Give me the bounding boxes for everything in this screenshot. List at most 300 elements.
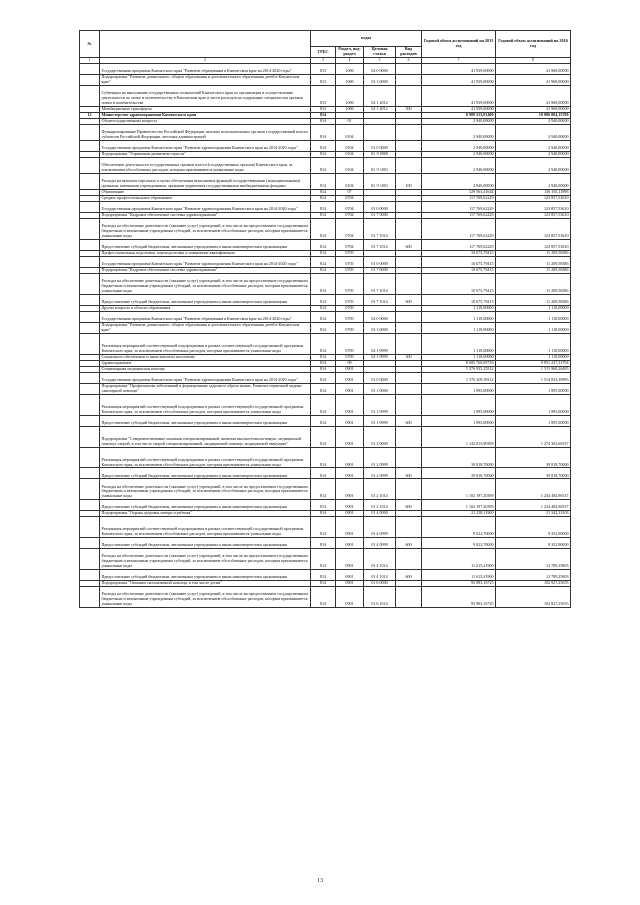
cell-target-article: 01 4 0999 [364, 538, 396, 549]
cell-expense-type: 300 [396, 354, 422, 360]
table-row [80, 158, 571, 174]
cell-amount-2015: 1 376 935,25512 [422, 366, 496, 372]
table-row [80, 334, 571, 355]
cell-grbs: 814 [311, 334, 336, 355]
cell-target-article: 01 0 0000 [364, 202, 396, 213]
cell-amount-2016: 39 818,70000 [496, 447, 571, 468]
cell-expense-type [396, 64, 422, 75]
cell-target-article: 01 Э 1001 [364, 158, 396, 174]
cell-amount-2015: 2 940,00000 [422, 125, 496, 141]
cell-grbs: 814 [311, 354, 336, 360]
cell-amount-2016: 1 234 484,96537 [496, 500, 571, 511]
cell-amount-2016: 41 968,00000 [496, 106, 571, 112]
cell-name: Предоставление субсидий бюджетным, автономным учреждениям и иным некоммерческим организациям [100, 468, 311, 479]
cell-amount-2016: 2 940,00000 [496, 158, 571, 174]
cell-name: Предоставление субсидий бюджетным, автономным учреждениям и иным некоммерческим организациям [100, 538, 311, 549]
cell-amount-2015: 2 940,00000 [422, 140, 496, 151]
cell-amount-2015: 41 939,00000 [422, 86, 496, 107]
cell-razdel: 01 [336, 118, 364, 124]
cell-grbs: 814 [311, 426, 336, 447]
column-index: 1 [80, 58, 100, 64]
cell-amount-2016: 1 995,00000 [496, 415, 571, 426]
cell-target-article: 01 1 0000 [364, 384, 396, 395]
cell-expense-type [396, 140, 422, 151]
cell-amount-2015: 1 118,00000 [422, 305, 496, 311]
cell-name: Расходы на выплаты персоналу в целях обеспечения выполнения функций государственными (муниципальными) органами, казенными учреждениями, органами управления государственными внебюджетными фондами [100, 173, 311, 189]
cell-razdel: 0104 [336, 151, 364, 157]
cell-name: Здравоохранение [100, 360, 311, 366]
cell-razdel: 0104 [336, 125, 364, 141]
cell-amount-2015: 1 118,00000 [422, 354, 496, 360]
cell-name: Стационарная медицинская помощь [100, 366, 311, 372]
cell-amount-2016: 9 851 237,33704 [496, 360, 571, 366]
cell-amount-2016: 123 857,53610 [496, 239, 571, 250]
cell-amount-2015: 10 675,79415 [422, 294, 496, 305]
cell-target-article: 01 7 0000 [364, 213, 396, 219]
table-row [80, 323, 571, 334]
cell-amount-2016: 102 927,25655 [496, 580, 571, 586]
table-row [80, 479, 571, 500]
cell-grbs: 814 [311, 173, 336, 189]
table-row [80, 426, 571, 447]
cell-name: Министерство здравоохранения Камчатского края [100, 112, 311, 118]
cell-amount-2016: 2 940,00000 [496, 125, 571, 141]
cell-expense-type [396, 587, 422, 608]
cell-name: Государственная программа Камчатского края "Развитие здравоохранения Камчатского края на 2014-2020 годы" [100, 202, 311, 213]
cell-number [80, 479, 100, 500]
cell-number [80, 125, 100, 141]
column-index: 3 [311, 58, 336, 64]
cell-target-article: 02 1 4012 [364, 86, 396, 107]
cell-target-article: 01 Э 0000 [364, 151, 396, 157]
codes-header: коды [311, 31, 422, 47]
cell-grbs: 814 [311, 195, 336, 201]
cell-amount-2016: 1 995,00000 [496, 384, 571, 395]
cell-razdel: 0104 [336, 140, 364, 151]
table-row [80, 312, 571, 323]
cell-grbs: 814 [311, 500, 336, 511]
cell-amount-2015: 117 769,62229 [422, 202, 496, 213]
cell-grbs: 814 [311, 569, 336, 580]
budget-table [79, 30, 571, 608]
cell-name: Расходы на обеспечение деятельности (оказание услуг) учреждений, в том числе на предоставление государственным бюджетным и автономным учреждениям субсидий, за исключением обособленных расходов, которым присваиваются уникальные коды [100, 587, 311, 608]
cell-grbs: 814 [311, 517, 336, 538]
cell-razdel: 0901 [336, 479, 364, 500]
cell-razdel: 0901 [336, 395, 364, 416]
cell-amount-2016: 1 995,00000 [496, 395, 571, 416]
cell-expense-type [396, 426, 422, 447]
cell-amount-2016: 123 857,53610 [496, 202, 571, 213]
cell-razdel: 0901 [336, 587, 364, 608]
cell-razdel: 1006 [336, 75, 364, 86]
cell-amount-2016: 1 274 303,66537 [496, 426, 571, 447]
cell-amount-2016: 11 209,58386 [496, 257, 571, 268]
cell-target-article: 02 0 0000 [364, 312, 396, 323]
cell-grbs: 814 [311, 151, 336, 157]
cell-name: Подпрограмма "Профилактика заболеваний и формирование здорового образа жизни. Развитие первичной медико-санитарной помощи" [100, 384, 311, 395]
table-row [80, 395, 571, 416]
table-row [80, 64, 571, 75]
cell-target-article: 01 4 1014 [364, 569, 396, 580]
cell-amount-2015: 95 983,16725 [422, 587, 496, 608]
cell-target-article: 01 7 1014 [364, 274, 396, 295]
cell-name: Общегосударственные вопросы [100, 118, 311, 124]
cell-grbs: 814 [311, 158, 336, 174]
cell-name: Государственная программа Камчатского края "Развитие образования в Камчатском крае на 2014-2020 годы" [100, 64, 311, 75]
cell-grbs: 814 [311, 580, 336, 586]
cell-number [80, 75, 100, 86]
cell-grbs: 814 [311, 219, 336, 240]
cell-razdel: 0705 [336, 268, 364, 274]
cell-name: Реализация мероприятий соответствующей подпрограммы в рамках соответствующей государственной программы Камчатского края, за исключением обособленных расходов, которым присваиваются уникальные коды [100, 334, 311, 355]
cell-amount-2016: 9 352,90000 [496, 517, 571, 538]
cell-number [80, 500, 100, 511]
cell-razdel: 0704 [336, 219, 364, 240]
cell-target-article: 01 7 1014 [364, 294, 396, 305]
cell-target-article: 01 Э 1001 [364, 173, 396, 189]
cell-name: Обеспечение деятельности государственных органов власти (государственных органов) Камчатского края, за исключением обособленных расходов, которым присваиваются уникальные коды [100, 158, 311, 174]
table-row [80, 75, 571, 86]
cell-grbs: 814 [311, 366, 336, 372]
cell-target-article: 01 4 0000 [364, 511, 396, 517]
cell-amount-2016: 102 927,25655 [496, 587, 571, 608]
cell-name: Реализация мероприятий соответствующей подпрограммы в рамках соответствующей государственной программы Камчатского края, за исключением обособленных расходов, которым присваиваются уникальные коды [100, 447, 311, 468]
cell-expense-type: 600 [396, 415, 422, 426]
cell-expense-type [396, 517, 422, 538]
cell-expense-type [396, 86, 422, 107]
cell-razdel: 0704 [336, 195, 364, 201]
cell-amount-2016: 123 857,53610 [496, 195, 571, 201]
cell-name: Государственная программа Камчатского края "Развитие здравоохранения Камчатского края на 2014-2020 годы" [100, 257, 311, 268]
table-row [80, 538, 571, 549]
cell-razdel: 0901 [336, 468, 364, 479]
column-index: 2 [100, 58, 311, 64]
cell-target-article: 01 2 1014 [364, 479, 396, 500]
cell-target-article: 02 1 0999 [364, 354, 396, 360]
cell-razdel: 0901 [336, 447, 364, 468]
table-row [80, 373, 571, 384]
cell-amount-2016: 10 086 804,15700 [496, 112, 571, 118]
cell-name: Предоставление субсидий бюджетным, автономным учреждениям и иным некоммерческим организациям [100, 569, 311, 580]
cell-amount-2016: 1 118,00000 [496, 305, 571, 311]
col-cs-header: Целевая статья [364, 47, 396, 58]
cell-target-article: 01 2 0999 [364, 468, 396, 479]
cell-razdel: 0104 [336, 158, 364, 174]
table-row [80, 415, 571, 426]
cell-razdel: 1006 [336, 86, 364, 107]
cell-grbs: 814 [311, 268, 336, 274]
cell-amount-2015: 2 940,00000 [422, 158, 496, 174]
col-number-header: № [80, 31, 100, 58]
cell-amount-2016: 136 165,11896 [496, 189, 571, 195]
table-row [80, 173, 571, 189]
table-row [80, 468, 571, 479]
cell-amount-2015: 2 940,00000 [422, 118, 496, 124]
cell-amount-2015: 41 939,00000 [422, 106, 496, 112]
cell-name: Подпрограмма "Развитие дошкольного, общего образования и дополнительного образования детей в Камчатском крае" [100, 75, 311, 86]
column-index: 8 [496, 58, 571, 64]
cell-grbs: 814 [311, 384, 336, 395]
cell-grbs: 814 [311, 112, 336, 118]
table-row [80, 500, 571, 511]
cell-name: Подпрограмма "Кадровое обеспечение системы здравоохранения" [100, 268, 311, 274]
cell-expense-type: 600 [396, 500, 422, 511]
cell-target-article: 01 0 0000 [364, 373, 396, 384]
cell-target-article [364, 125, 396, 141]
cell-grbs: 814 [311, 213, 336, 219]
cell-razdel: 0705 [336, 257, 364, 268]
cell-amount-2016: 11 209,58386 [496, 268, 571, 274]
cell-amount-2016: 11 209,58386 [496, 274, 571, 295]
cell-expense-type [396, 202, 422, 213]
cell-target-article: 01 4 1014 [364, 549, 396, 570]
cell-amount-2016: 1 118,00000 [496, 354, 571, 360]
table-row [80, 140, 571, 151]
cell-expense-type [396, 219, 422, 240]
table-row [80, 549, 571, 570]
cell-name: Расходы на обеспечение деятельности (оказание услуг) учреждений, в том числе на предоставление государственным бюджетным и автономным учреждениям субсидий, за исключением обособленных расходов, которым присваиваются уникальные коды [100, 274, 311, 295]
cell-amount-2015: 117 769,62229 [422, 239, 496, 250]
cell-number [80, 158, 100, 174]
cell-number [80, 323, 100, 334]
cell-expense-type [396, 257, 422, 268]
col-razdel-header: Раздел, под-раздел [336, 47, 364, 58]
page-number: 13 [317, 878, 323, 884]
cell-grbs: 814 [311, 587, 336, 608]
cell-grbs: 814 [311, 468, 336, 479]
cell-target-article: 01 6 1014 [364, 587, 396, 608]
cell-target-article: 01 1 0999 [364, 395, 396, 416]
cell-razdel: 0104 [336, 173, 364, 189]
cell-number [80, 415, 100, 426]
col-2015-header: Годовой объем ассигнований на 2015 год [422, 31, 496, 58]
col-vr-header: Вид расходов [396, 47, 422, 58]
cell-number [80, 426, 100, 447]
cell-amount-2015: 117 769,62229 [422, 213, 496, 219]
cell-grbs: 814 [311, 274, 336, 295]
cell-razdel: 0709 [336, 323, 364, 334]
cell-expense-type: 600 [396, 468, 422, 479]
cell-grbs: 814 [311, 202, 336, 213]
cell-razdel: 0709 [336, 305, 364, 311]
cell-number [80, 395, 100, 416]
cell-target-article: 01 7 0000 [364, 268, 396, 274]
cell-grbs: 814 [311, 479, 336, 500]
cell-target-article: 02 1 0000 [364, 75, 396, 86]
cell-target-article: 01 1 0999 [364, 415, 396, 426]
cell-name: Расходы на обеспечение деятельности (оказание услуг) учреждений, в том числе на предоставление государственным бюджетным и автономным учреждениям субсидий, за исключением обособленных расходов, которым присваиваются уникальные коды [100, 479, 311, 500]
cell-grbs: 814 [311, 305, 336, 311]
cell-expense-type [396, 549, 422, 570]
cell-expense-type: 600 [396, 569, 422, 580]
cell-razdel: 0901 [336, 384, 364, 395]
cell-grbs: 814 [311, 140, 336, 151]
cell-amount-2015: 39 818,70000 [422, 468, 496, 479]
cell-number [80, 373, 100, 384]
cell-razdel: 1006 [336, 64, 364, 75]
cell-expense-type: 600 [396, 538, 422, 549]
cell-target-article: 02 0 0000 [364, 64, 396, 75]
cell-amount-2016: 9 352,90000 [496, 538, 571, 549]
cell-razdel: 1006 [336, 106, 364, 112]
cell-amount-2015: 95 983,16725 [422, 580, 496, 586]
cell-name: Функционирование Правительства Российской Федерации, высших исполнительных органов государственной власти субъектов Российской Федерации, местных администраций [100, 125, 311, 141]
cell-grbs: 813 [311, 86, 336, 107]
cell-grbs: 814 [311, 257, 336, 268]
cell-razdel: 0705 [336, 274, 364, 295]
cell-number [80, 219, 100, 240]
table-row [80, 239, 571, 250]
cell-grbs: 814 [311, 373, 336, 384]
cell-amount-2016: 11 209,58386 [496, 294, 571, 305]
table-row [80, 86, 571, 107]
cell-amount-2016: 2 940,00000 [496, 151, 571, 157]
cell-amount-2015: 1 142 015,90399 [422, 426, 496, 447]
cell-amount-2015: 2 940,00000 [422, 173, 496, 189]
cell-amount-2016: 123 857,53610 [496, 219, 571, 240]
cell-name: Профессиональная подготовка, переподготовка и повышение квалификации [100, 250, 311, 256]
cell-expense-type [396, 395, 422, 416]
cell-grbs: 814 [311, 447, 336, 468]
cell-number [80, 173, 100, 189]
cell-amount-2016: 41 968,00000 [496, 75, 571, 86]
budget-table-sheet [79, 30, 570, 608]
table-row [80, 274, 571, 295]
cell-amount-2015: 41 939,00000 [422, 75, 496, 86]
cell-amount-2015: 21 238,11900 [422, 511, 496, 517]
cell-razdel: 0901 [336, 415, 364, 426]
cell-razdel: 0704 [336, 213, 364, 219]
cell-target-article: 02 1 4012 [364, 106, 396, 112]
cell-amount-2015: 8 989 515,01400 [422, 112, 496, 118]
cell-amount-2015: 11 615,41900 [422, 549, 496, 570]
cell-target-article: 02 1 0000 [364, 323, 396, 334]
cell-amount-2015: 129 563,41644 [422, 189, 496, 195]
cell-amount-2015: 1 102 197,20399 [422, 500, 496, 511]
cell-target-article: 01 7 1014 [364, 239, 396, 250]
cell-expense-type: 500 [396, 106, 422, 112]
cell-amount-2015: 1 118,00000 [422, 323, 496, 334]
cell-name: Государственная программа Камчатского края "Развитие здравоохранения Камчатского края на 2014-2020 годы" [100, 140, 311, 151]
table-row [80, 257, 571, 268]
cell-razdel: 0901 [336, 366, 364, 372]
cell-name: Социальное обеспечение и иные выплаты населению [100, 354, 311, 360]
cell-grbs: 814 [311, 189, 336, 195]
cell-razdel: 0901 [336, 426, 364, 447]
cell-grbs: 814 [311, 395, 336, 416]
cell-amount-2015: 1 995,00000 [422, 384, 496, 395]
cell-grbs: 814 [311, 125, 336, 141]
table-row [80, 219, 571, 240]
cell-target-article: 02 1 0999 [364, 334, 396, 355]
cell-target-article: 01 7 1014 [364, 219, 396, 240]
cell-grbs: 814 [311, 239, 336, 250]
cell-expense-type: 600 [396, 294, 422, 305]
cell-name: Предоставление субсидий бюджетным, автономным учреждениям и иным некоммерческим организациям [100, 500, 311, 511]
table-row [80, 569, 571, 580]
cell-razdel: 0901 [336, 549, 364, 570]
cell-grbs: 814 [311, 360, 336, 366]
cell-grbs: 813 [311, 106, 336, 112]
cell-razdel: 09 [336, 360, 364, 366]
col-grbs-header: ГРБС [311, 47, 336, 58]
cell-amount-2016: 12 789,25803 [496, 549, 571, 570]
cell-amount-2016: 1 234 484,96537 [496, 479, 571, 500]
cell-expense-type [396, 384, 422, 395]
cell-grbs: 814 [311, 538, 336, 549]
table-row [80, 125, 571, 141]
cell-grbs: 814 [311, 549, 336, 570]
cell-expense-type [396, 334, 422, 355]
cell-number [80, 140, 100, 151]
cell-grbs: 814 [311, 323, 336, 334]
cell-number [80, 384, 100, 395]
cell-razdel: 0901 [336, 538, 364, 549]
cell-amount-2015: 10 675,79415 [422, 257, 496, 268]
cell-razdel: 0901 [336, 511, 364, 517]
cell-razdel: 0709 [336, 334, 364, 355]
cell-name: Предоставление субсидий бюджетным, автономным учреждениям и иным некоммерческим организациям [100, 239, 311, 250]
cell-razdel: 0901 [336, 500, 364, 511]
cell-amount-2016: 11 209,58386 [496, 250, 571, 256]
cell-number [80, 202, 100, 213]
cell-expense-type [396, 447, 422, 468]
cell-grbs: 814 [311, 415, 336, 426]
cell-amount-2015: 10 675,79415 [422, 268, 496, 274]
cell-amount-2016: 123 857,53610 [496, 213, 571, 219]
cell-grbs: 814 [311, 511, 336, 517]
cell-amount-2016: 1 118,00000 [496, 312, 571, 323]
cell-name: Другие вопросы в области образования [100, 305, 311, 311]
cell-name: Образование [100, 189, 311, 195]
cell-amount-2015: 10 675,79415 [422, 274, 496, 295]
table-row [80, 517, 571, 538]
cell-amount-2015: 39 818,70000 [422, 447, 496, 468]
cell-name: Государственная программа Камчатского края "Развитие здравоохранения Камчатского края на 2014-2020 годы" [100, 373, 311, 384]
cell-number [80, 257, 100, 268]
cell-grbs: 813 [311, 64, 336, 75]
cell-amount-2016: 2 940,00000 [496, 173, 571, 189]
cell-name: Расходы на обеспечение деятельности (оказание услуг) учреждений, в том числе на предоставление государственным бюджетным и автономным учреждениям субсидий, за исключением обособленных расходов, которым присваиваются уникальные коды [100, 549, 311, 570]
cell-amount-2015: 41 939,00000 [422, 64, 496, 75]
cell-grbs: 814 [311, 312, 336, 323]
cell-name: Подпрограмма "Оказание паллиативной помощи, в том числе детям" [100, 580, 311, 586]
cell-number [80, 447, 100, 468]
cell-amount-2015: 1 376 209,39112 [422, 373, 496, 384]
cell-number [80, 569, 100, 580]
cell-razdel: 0901 [336, 517, 364, 538]
cell-expense-type: 600 [396, 239, 422, 250]
cell-amount-2015: 2 940,00000 [422, 151, 496, 157]
cell-expense-type [396, 125, 422, 141]
cell-amount-2016: 41 968,00000 [496, 86, 571, 107]
cell-name: Предоставление субсидий бюджетным, автономным учреждениям и иным некоммерческим организациям [100, 294, 311, 305]
cell-number: 12 [80, 112, 100, 118]
cell-name: Предоставление субсидий бюджетным, автономным учреждениям и иным некоммерческим организациям [100, 415, 311, 426]
cell-target-article: 01 0 0000 [364, 140, 396, 151]
cell-number [80, 294, 100, 305]
cell-amount-2015: 1 102 197,20399 [422, 479, 496, 500]
cell-amount-2016: 21 342,33503 [496, 511, 571, 517]
cell-number [80, 86, 100, 107]
cell-number [80, 538, 100, 549]
col-name-header [100, 31, 311, 58]
cell-name: Реализация мероприятий соответствующей подпрограммы в рамках соответствующей государственной программы Камчатского края, за исключением обособленных расходов, которым присваиваются уникальные коды [100, 395, 311, 416]
cell-name: Расходы на обеспечение деятельности (оказание услуг) учреждений, в том числе на предоставление государственным бюджетным и автономным учреждениям субсидий, за исключением обособленных расходов, которым присваиваются уникальные коды [100, 219, 311, 240]
cell-amount-2015: 1 995,00000 [422, 395, 496, 416]
cell-number [80, 274, 100, 295]
cell-amount-2016: 1 118,00000 [496, 323, 571, 334]
